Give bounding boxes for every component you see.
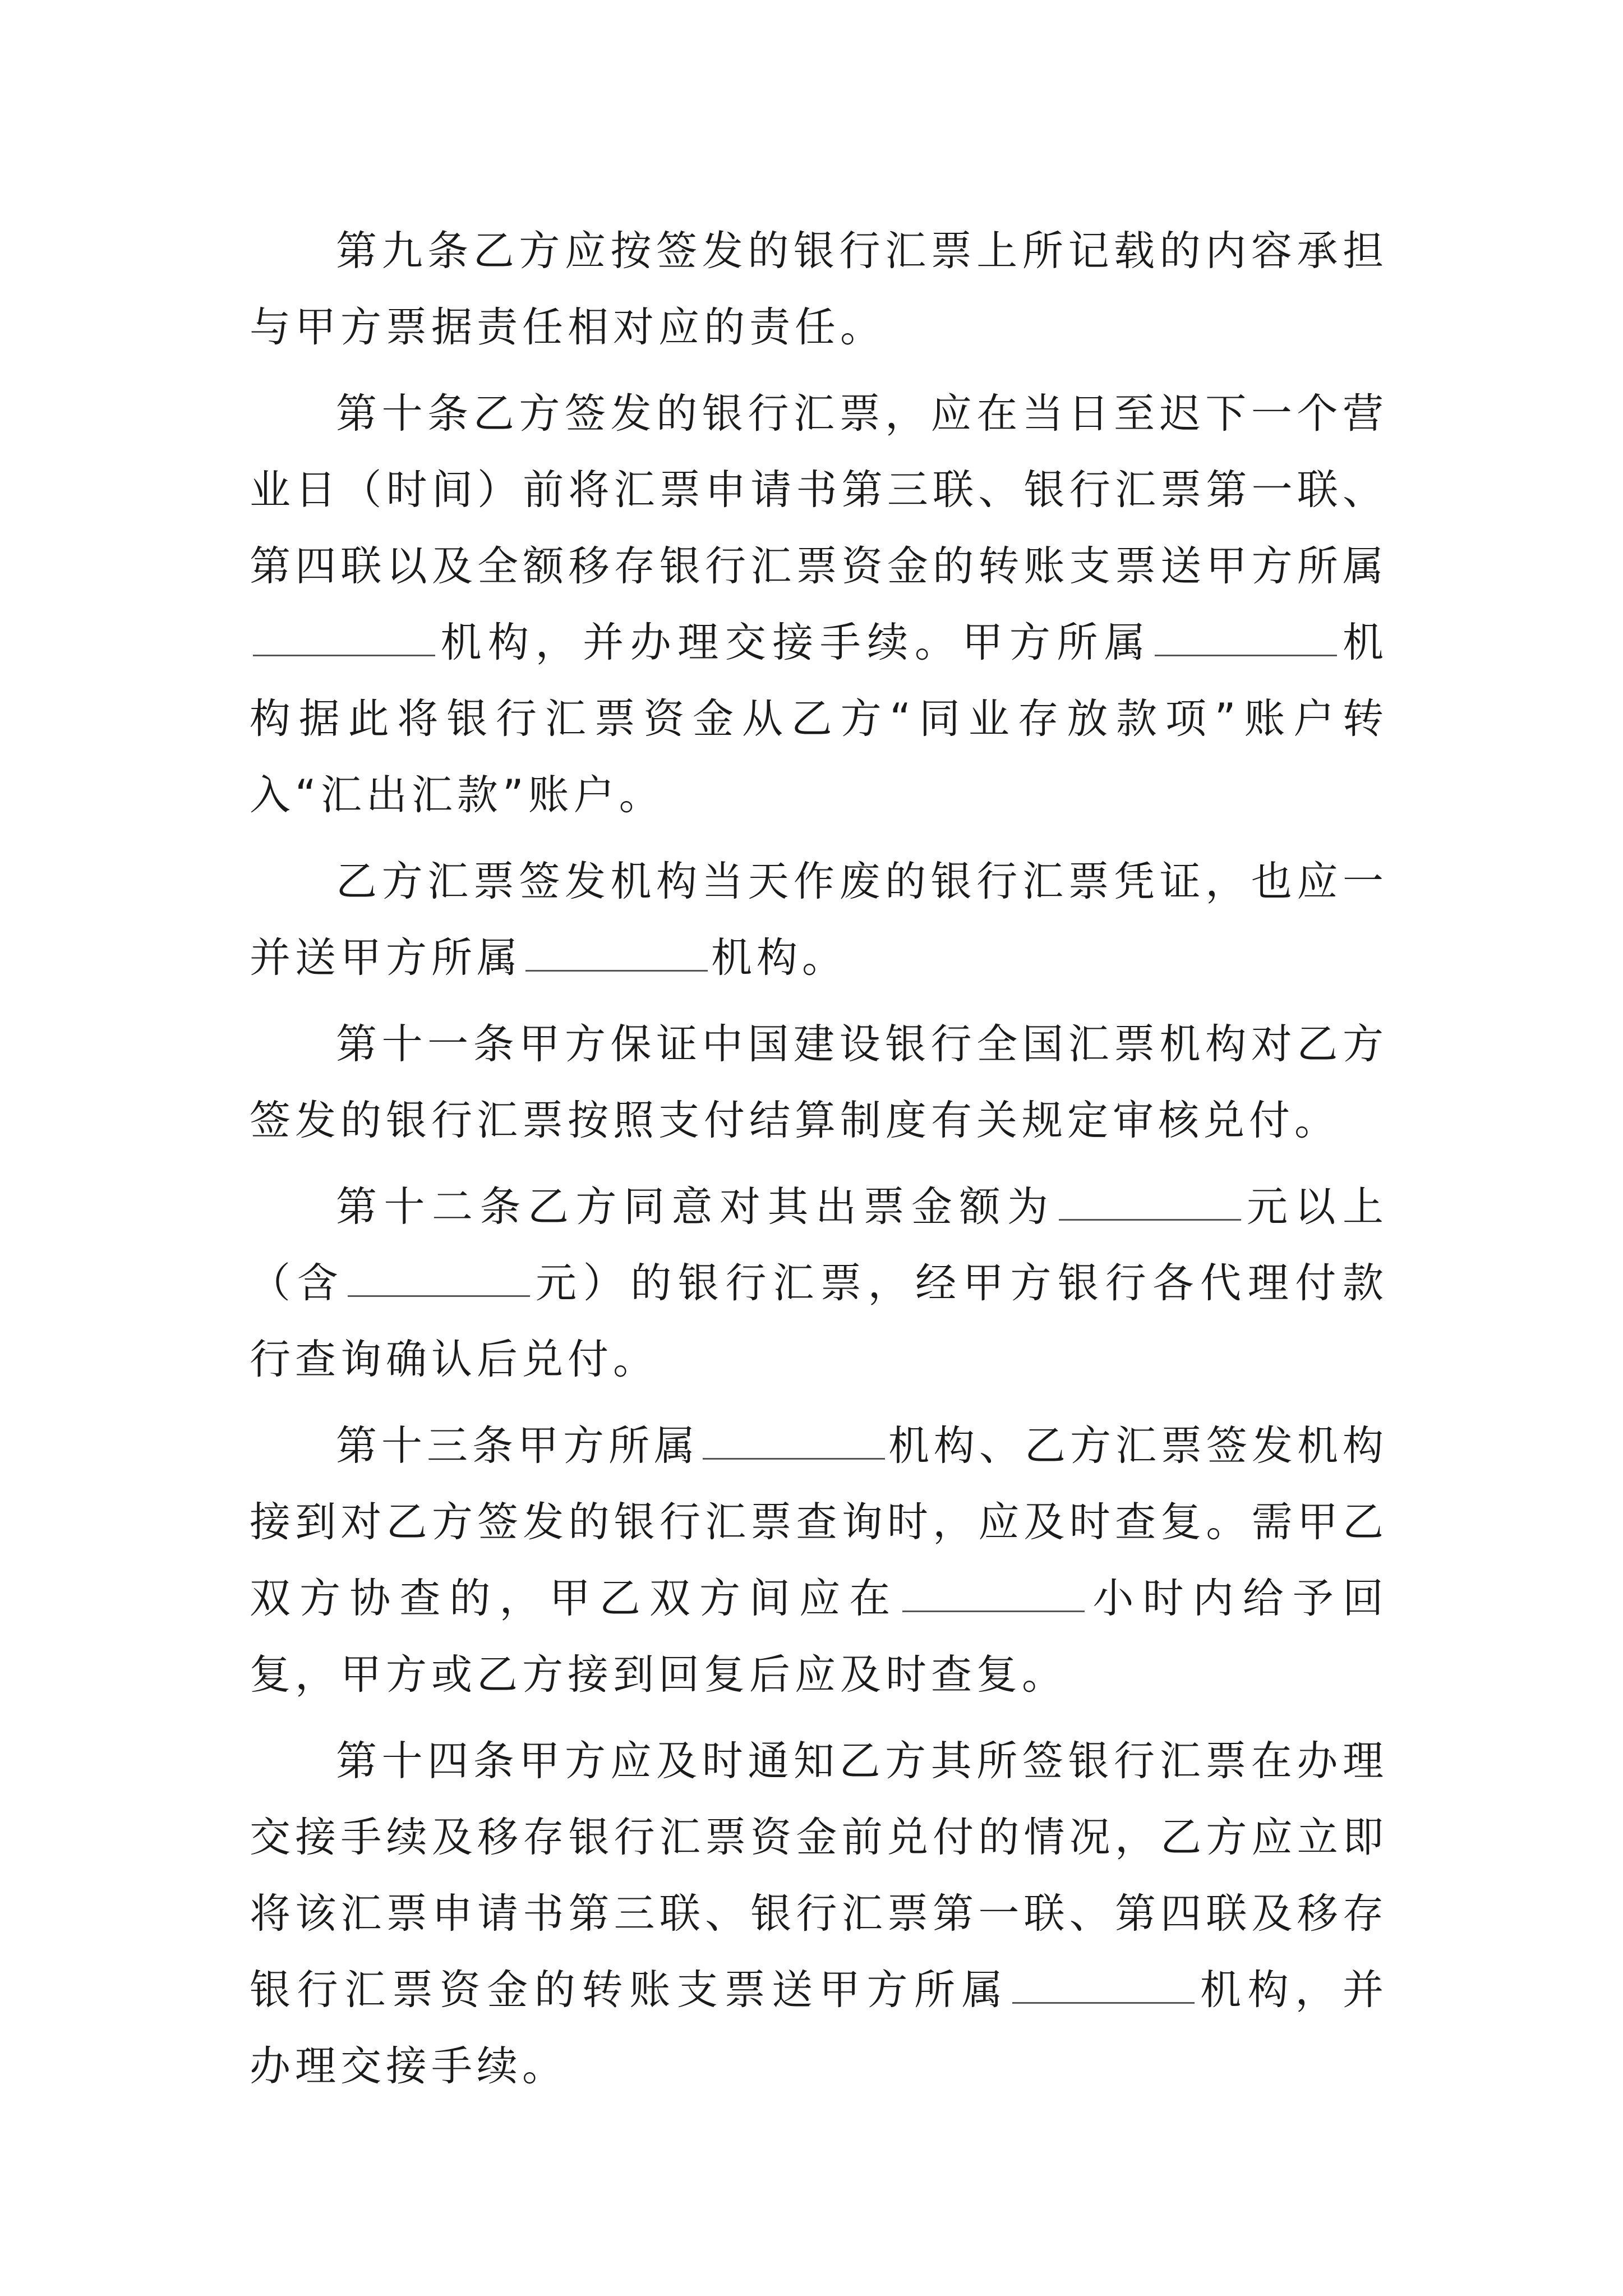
paragraph-text: 第九条乙方应按签发的银行汇票上所记载的内容承担与甲方票据责任相对应的责任。 <box>250 227 1388 351</box>
paragraph <box>250 1006 1388 1159</box>
paragraph-text: 第十四条甲方应及时通知乙方其所签银行汇票在办理交接手续及移存银行汇票资金前兑付的情况，乙方应立即将该汇票申请书第三联、银行汇票第一联、第四联及移存银行汇票资金的转账支票送甲方所属 <box>250 1737 1388 2014</box>
paragraph-text: 乙方汇票签发机构当天作废的银行汇票凭证，也应一并送甲方所属 <box>250 858 1388 982</box>
paragraph <box>250 1408 1388 1713</box>
fill-in-blank <box>1155 621 1337 656</box>
paragraph-text: 机构据此将银行汇票资金从乙方“同业存放款项”账户转入“汇出汇款”账户。 <box>250 619 1389 819</box>
fill-in-blank <box>1012 1968 1195 2004</box>
document-body <box>250 213 1388 2115</box>
fill-in-blank <box>703 1424 885 1460</box>
paragraph-text: 元以上（含 <box>250 1183 1388 1307</box>
fill-in-blank <box>253 621 435 656</box>
paragraph-text: 第十一条甲方保证中国建设银行全国汇票机构对乙方签发的银行汇票按照支付结算制度有关规定审核兑付。 <box>250 1020 1388 1144</box>
paragraph <box>250 213 1388 366</box>
fill-in-blank <box>1059 1185 1241 1221</box>
paragraph-text: 第十条乙方签发的银行汇票，应在当日至迟下一个营业日（时间）前将汇票申请书第三联、银行汇票第一联、第四联以及全额移存银行汇票资金的转账支票送甲方所属 <box>250 390 1388 590</box>
paragraph-text: 机构，并办理交接手续。甲方所属 <box>439 619 1152 666</box>
paragraph <box>250 376 1388 834</box>
fill-in-blank <box>348 1262 530 1297</box>
paragraph-text: 第十三条甲方所属 <box>336 1422 699 1470</box>
paragraph <box>250 1723 1388 2105</box>
paragraph <box>250 844 1388 996</box>
fill-in-blank <box>902 1577 1085 1612</box>
paragraph-text: 机构。 <box>711 934 847 982</box>
paragraph-text: 元）的银行汇票，经甲方银行各代理付款行查询确认后兑付。 <box>250 1259 1389 1383</box>
paragraph-text: 小时内给予回复，甲方或乙方接到回复后应及时查复。 <box>250 1575 1389 1699</box>
fill-in-blank <box>525 936 708 972</box>
paragraph-text: 机构，并办理交接手续。 <box>250 1966 1389 2090</box>
paragraph <box>250 1169 1388 1398</box>
paragraph-text: 第十二条乙方同意对其出票金额为 <box>336 1183 1055 1231</box>
paragraph-text: 机构、乙方汇票签发机构接到对乙方签发的银行汇票查询时，应及时查复。需甲乙双方协查的，甲乙双方间应在 <box>250 1422 1388 1622</box>
